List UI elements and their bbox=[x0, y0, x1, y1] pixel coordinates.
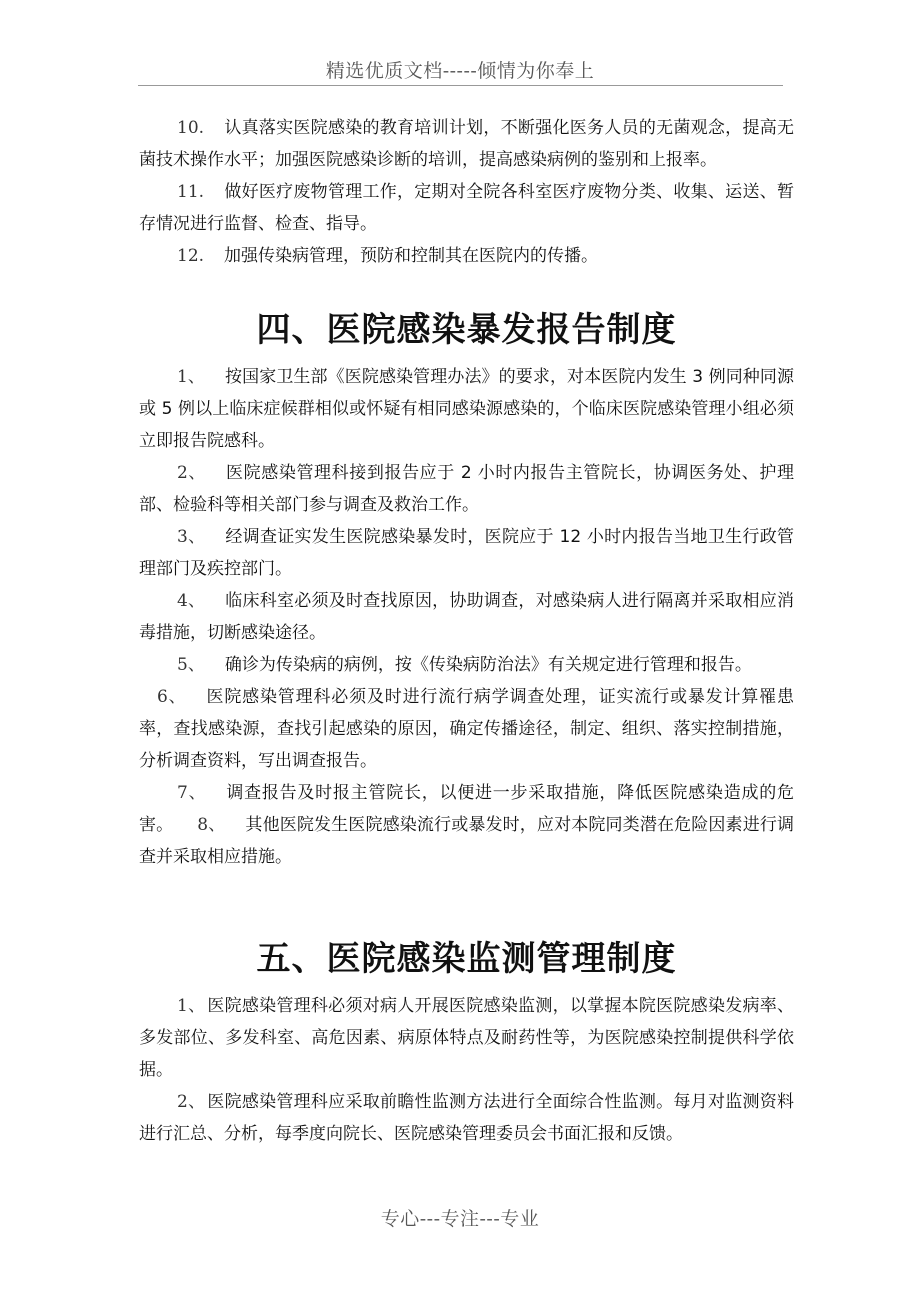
item-text: 确诊为传染病的病例，按《传染病防治法》有关规定进行管理和报告。 bbox=[224, 655, 752, 675]
section-4-title: 四、医院感染暴发报告制度 bbox=[256, 310, 677, 350]
section-4-item-6 bbox=[139, 681, 794, 777]
item-number-8: 8、 bbox=[197, 815, 226, 835]
item-text: 认真落实医院感染的教育培训计划，不断强化医务人员的无菌观念，提高无菌技术操作水平；加强医院感染诊断的培训，提高感染病例的鉴别和上报率。 bbox=[139, 118, 794, 170]
list-item-12 bbox=[139, 240, 794, 272]
item-number: 7、 bbox=[177, 783, 207, 803]
section-4-item-5 bbox=[139, 649, 794, 681]
page-footer: 专心---专注---专业 bbox=[380, 1208, 540, 1230]
item-text: 医院感染管理科应采取前瞻性监测方法进行全面综合性监测。每月对监测资料进行汇总、分析，每季度向院长、医院感染管理委员会书面汇报和反馈。 bbox=[139, 1092, 794, 1144]
list-item-10 bbox=[139, 112, 794, 176]
item-number: 12. bbox=[177, 246, 205, 266]
item-number: 1、 bbox=[177, 996, 206, 1016]
item-text: 做好医疗废物管理工作，定期对全院各科室医疗废物分类、收集、运送、暂存情况进行监督、检查、指导。 bbox=[139, 182, 794, 234]
item-text: 医院感染管理科必须对病人开展医院感染监测，以掌握本院医院感染发病率、多发部位、多发科室、高危因素、病原体特点及耐药性等，为医院感染控制提供科学依据。 bbox=[139, 996, 794, 1080]
item-text: 加强传染病管理，预防和控制其在医院内的传播。 bbox=[224, 246, 599, 266]
section-4-item-1 bbox=[139, 361, 794, 457]
item-text: 按国家卫生部《医院感染管理办法》的要求，对本医院内发生 3 例同种同源或 5 例以上临床症候群相似或怀疑有相同感染源感染的，个临床医院感染管理小组必须立即报告院感科。 bbox=[139, 367, 794, 451]
item-text: 医院感染管理科必须及时进行流行病学调查处理，证实流行或暴发计算罹患率，查找感染源，查找引起感染的原因，确定传播途径，制定、组织、落实控制措施，分析调查资料，写出调查报告。 bbox=[139, 687, 794, 771]
item-number: 6、 bbox=[157, 687, 187, 707]
item-number: 2、 bbox=[177, 463, 207, 483]
item-text: 临床科室必须及时查找原因，协助调查，对感染病人进行隔离并采取相应消毒措施，切断感染途径。 bbox=[139, 591, 794, 643]
item-number: 1、 bbox=[177, 367, 206, 387]
item-number: 10. bbox=[177, 118, 205, 138]
section-5-title: 五、医院感染监测管理制度 bbox=[256, 939, 677, 979]
page-header: 精选优质文档-----倾情为你奉上 bbox=[325, 60, 595, 82]
item-number: 5、 bbox=[177, 655, 205, 675]
document-body bbox=[139, 112, 794, 1150]
item-text-8: 其他医院发生医院感染流行或暴发时，应对本院同类潜在危险因素进行调查并采取相应措施。 bbox=[139, 815, 795, 867]
section-5-item-1 bbox=[139, 990, 794, 1086]
section-4-item-3 bbox=[139, 521, 794, 585]
item-text: 经调查证实发生医院感染暴发时，医院应于 12 小时内报告当地卫生行政管理部门及疾控部门。 bbox=[139, 527, 794, 579]
section-4-item-4 bbox=[139, 585, 794, 649]
section-5-item-2 bbox=[139, 1086, 794, 1150]
section-4-item-2 bbox=[139, 457, 794, 521]
item-text: 医院感染管理科接到报告应于 2 小时内报告主管院长，协调医务处、护理部、检验科等相关部门参与调查及救治工作。 bbox=[139, 463, 794, 515]
list-item-11 bbox=[139, 176, 794, 240]
item-number: 4、 bbox=[177, 591, 206, 611]
item-text: 调查报告及时报主管院长，以便进一步采取措施，降低医院感染造成的危害。 bbox=[139, 783, 794, 835]
section-4-item-7-8 bbox=[139, 777, 794, 873]
header-divider bbox=[138, 85, 783, 86]
item-number: 3、 bbox=[177, 527, 206, 547]
item-number: 2、 bbox=[177, 1092, 206, 1112]
item-number: 11. bbox=[177, 182, 205, 202]
